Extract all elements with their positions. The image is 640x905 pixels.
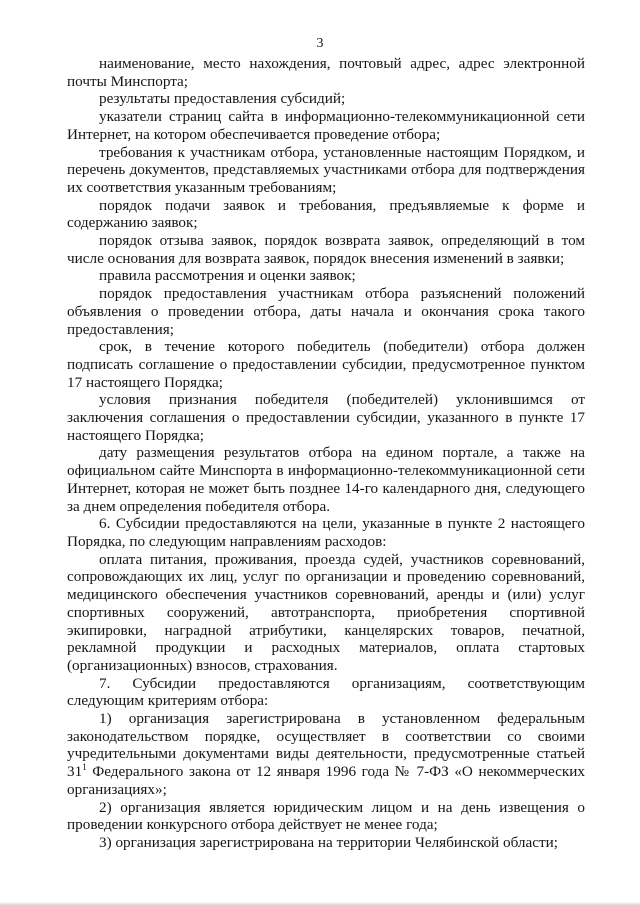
paragraph-contact-details: наименование, место нахождения, почтовый адрес, адрес электронной почты Минспорта; (67, 55, 585, 90)
article-superscript: 1 (82, 762, 87, 773)
paragraph-agreement-deadline: срок, в течение которого победитель (победители) отбора должен подписать соглашение о предоставлении субсидии, предусмотренное пунктом 17 настоящего Порядка; (67, 338, 585, 391)
criterion-item-1-text-end: Федерального закона от 12 января 1996 года № 7-ФЗ «О некоммерческих организациях»; (67, 763, 585, 798)
paragraph-subsidy-results: результаты предоставления субсидий; (99, 90, 346, 108)
paragraph-section-7: 7. Субсидии предоставляются организациям, соответствующим следующим критериям отбора: (67, 674, 585, 710)
paragraph-review-rules: правила рассмотрения и оценки заявок; (99, 267, 356, 285)
paragraph-section-6: 6. Субсидии предоставляются на цели, указанные в пункте 2 настоящего Порядка, по следующим направлениям расходов: (67, 515, 585, 550)
criterion-item-2: 2) организация является юридическим лицом и на день извещения о проведении конкурсного отбора действует не менее года; (67, 798, 585, 834)
paragraph-application-procedure: порядок подачи заявок и требования, предъявляемые к форме и содержанию заявок; (67, 196, 585, 232)
criterion-item-1-text-start: 1) организация зарегистрирована в установленном федеральным законодательством порядке, осуществляет в соответствии со своими учредительными документами виды деятельности, предусмотренные статьей 31 (67, 710, 585, 781)
paragraph-evasion-conditions: условия признания победителя (победителей) уклонившимся от заключения соглашения о предоставлении субсидии, указанного в пункте 17 настоящего Порядка; (67, 391, 585, 444)
page-number: 3 (316, 36, 324, 51)
paragraph-site-pages: указатели страниц сайта в информационно-телекоммуникационной сети Интернет, на котором обеспечивается проведение отбора; (67, 108, 585, 143)
criterion-item-3: 3) организация зарегистрирована на территории Челябинской области; (99, 833, 558, 851)
paragraph-results-publication: дату размещения результатов отбора на едином портале, а также на официальном сайте Минспорта в информационно-телекоммуникационной сети Интернет, которая не может быть позднее 14-го календарного дня, следующего за днем определения победителя отбора. (67, 444, 585, 515)
paragraph-application-withdrawal: порядок отзыва заявок, порядок возврата заявок, определяющий в том числе основания для возврата заявок, порядок внесения изменений в заявки; (67, 232, 585, 267)
document-body (67, 55, 585, 852)
criterion-item-1 (67, 710, 585, 799)
paragraph-participant-requirements: требования к участникам отбора, установленные настоящим Порядком, и перечень документов, представляемых участниками отбора для подтверждения их соответствия указанным требованиям; (67, 143, 585, 196)
paragraph-expense-directions: оплата питания, проживания, проезда судей, участников соревнований, сопровождающих их лиц, услуг по организации и проведению соревнований, медицинского обеспечения участников соревнований, аренды и (или) услуг спортивных сооружений, автотранспорта, приобретения спортивной экипировки, наградной атрибутики, канцелярских товаров, печатной, рекламной продукции и расходных материалов, оплата стартовых (организационных) взносов, страхования. (67, 550, 585, 674)
paragraph-clarifications: порядок предоставления участникам отбора разъяснений положений объявления о проведении отбора, даты начала и окончания срока такого предоставления; (67, 285, 585, 338)
